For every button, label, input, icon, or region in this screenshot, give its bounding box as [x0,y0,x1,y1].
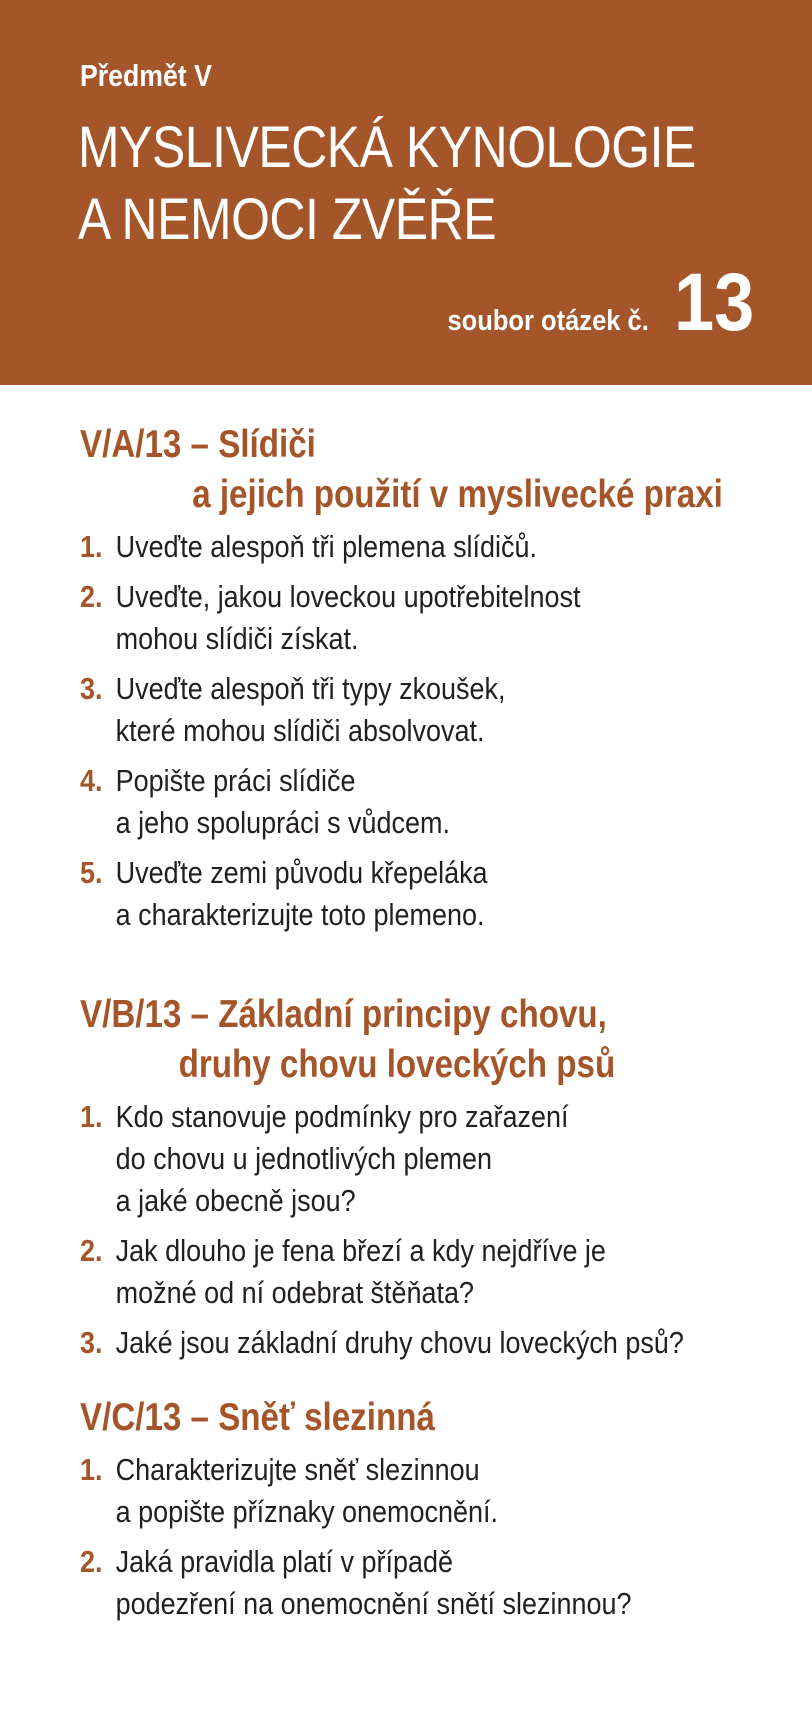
subject-label: Předmět V [80,58,212,93]
question-text: Uveďte zemi původu křepeláka [115,855,488,890]
set-number: 13 [673,257,754,348]
question-text: a jeho spolupráci s vůdcem. [115,805,450,840]
section-c-heading-line-1: V/C/13 – Sněť slezinná [80,1396,435,1439]
section-b-heading [80,990,692,1090]
section-a [80,420,800,944]
question-number: 5. [80,855,103,890]
section-c-questions [80,1449,706,1625]
question-c-1 [80,1449,706,1533]
section-a-questions [80,526,706,936]
section-c-heading [80,1393,692,1443]
question-text: možné od ní odebrat štěňata? [115,1275,475,1310]
question-number: 3. [80,1325,103,1360]
section-a-heading-line-1: V/A/13 – Slídiči [80,423,316,466]
question-text: Popište práci slídiče [115,763,356,798]
question-a-2 [80,576,706,660]
set-label: soubor otázek č. [447,305,649,337]
question-a-5 [80,852,706,936]
question-text: Charakterizujte sněť slezinnou [115,1452,480,1487]
section-a-heading-line-2: a jejich použití v myslivecké praxi [192,473,723,516]
question-a-1 [80,526,706,568]
question-text: mohou slídiči získat. [115,621,359,656]
section-a-heading [80,420,723,520]
title-line-1: MYSLIVECKÁ KYNOLOGIE [78,115,696,180]
question-text: Uveďte alespoň tři typy zkoušek, [115,671,506,706]
question-b-2 [80,1230,706,1314]
question-number: 2. [80,579,103,614]
question-text: které mohou slídiči absolvovat. [115,713,485,748]
question-text: a charakterizujte toto plemeno. [115,897,485,932]
question-b-1 [80,1096,706,1222]
question-number: 1. [80,529,103,564]
question-text: Jaká pravidla platí v případě [115,1544,453,1579]
question-text: Uveďte, jakou loveckou upotřebitelnost [115,579,581,614]
question-text: a jaké obecně jsou? [115,1183,356,1218]
question-text: Uveďte alespoň tři plemena slídičů. [115,529,538,564]
question-number: 2. [80,1544,103,1579]
section-b-heading-line-1: V/B/13 – Základní principy chovu, [80,993,607,1036]
question-a-4 [80,760,706,844]
question-number: 1. [80,1099,103,1134]
question-text: do chovu u jednotlivých plemen [115,1141,492,1176]
question-c-2 [80,1541,706,1625]
question-number: 4. [80,763,103,798]
section-b-heading-line-2: druhy chovu loveckých psů [178,1043,616,1086]
question-number: 1. [80,1452,103,1487]
question-number: 3. [80,671,103,706]
question-text: podezření na onemocnění snětí slezinnou? [115,1586,632,1621]
section-b-questions [80,1096,706,1364]
section-b [80,990,800,1372]
question-text: a popište příznaky onemocnění. [115,1494,498,1529]
question-set [420,257,754,348]
question-b-3 [80,1322,706,1364]
question-a-3 [80,668,706,752]
question-text: Kdo stanovuje podmínky pro zařazení [115,1099,569,1134]
question-number: 2. [80,1233,103,1268]
section-c [80,1393,800,1633]
question-text: Jak dlouho je fena březí a kdy nejdříve je [115,1233,606,1268]
title-line-2: A NEMOCI ZVĚŘE [78,187,497,252]
page-title [78,112,696,256]
question-text: Jaké jsou základní druhy chovu loveckých psů? [115,1325,684,1360]
header-banner [0,0,812,385]
